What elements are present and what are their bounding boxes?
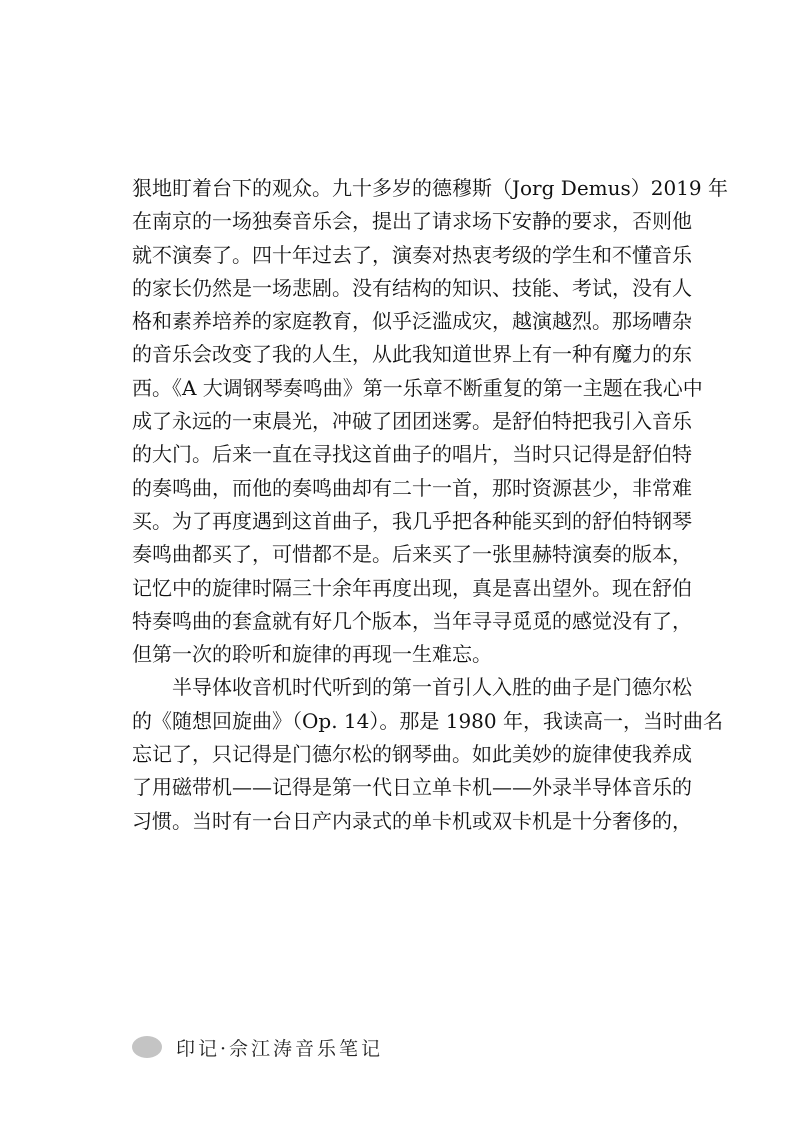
text-line: 半导体收音机时代听到的第一首引人入胜的曲子是门德尔松 xyxy=(172,675,692,700)
text-line: 的《随想回旋曲》（Op. 14）。那是 1980 年，我读高一，当时曲名 xyxy=(132,708,723,733)
text-line: 成了永远的一束晨光，冲破了团团迷雾。是舒伯特把我引入音乐 xyxy=(132,409,692,434)
running-title: 印记·佘江涛音乐笔记 xyxy=(176,1037,384,1060)
text-line: 的家长仍然是一场悲剧。没有结构的知识、技能、考试，没有人 xyxy=(132,275,692,300)
footer-ornament xyxy=(132,1036,162,1058)
text-line: 记忆中的旋律时隔三十余年再度出现，真是喜出望外。现在舒伯 xyxy=(132,575,692,600)
text-line: 的音乐会改变了我的人生，从此我知道世界上有一种有魔力的东 xyxy=(132,342,692,367)
text-line: 习惯。当时有一台日产内录式的单卡机或双卡机是十分奢侈的， xyxy=(132,808,692,833)
text-line: 的大门。后来一直在寻找这首曲子的唱片，当时只记得是舒伯特 xyxy=(132,442,692,467)
text-line: 买。为了再度遇到这首曲子，我几乎把各种能买到的舒伯特钢琴 xyxy=(132,508,692,533)
text-line: 格和素养培养的家庭教育，似乎泛滥成灾，越演越烈。那场嘈杂 xyxy=(132,309,692,334)
text-line: 了用磁带机——记得是第一代日立单卡机——外录半导体音乐的 xyxy=(132,775,692,800)
text-line: 就不演奏了。四十年过去了，演奏对热衷考级的学生和不懂音乐 xyxy=(132,242,692,267)
text-line: 西。《A 大调钢琴奏鸣曲》第一乐章不断重复的第一主题在我心中 xyxy=(132,375,703,400)
text-line: 特奏鸣曲的套盒就有好几个版本，当年寻寻觅觅的感觉没有了， xyxy=(132,608,692,633)
page-footer xyxy=(132,1030,383,1064)
body-text xyxy=(132,172,729,838)
text-line: 但第一次的聆听和旋律的再现一生难忘。 xyxy=(132,642,492,667)
text-line: 奏鸣曲都买了，可惜都不是。后来买了一张里赫特演奏的版本， xyxy=(132,542,692,567)
text-line: 狠地盯着台下的观众。九十多岁的德穆斯（Jorg Demus）2019 年 xyxy=(132,176,729,200)
text-line: 在南京的一场独奏音乐会，提出了请求场下安静的要求，否则他 xyxy=(132,209,692,234)
paragraph-1 xyxy=(132,172,729,671)
paragraph-2 xyxy=(132,671,723,837)
text-line: 忘记了，只记得是门德尔松的钢琴曲。如此美妙的旋律使我养成 xyxy=(132,742,692,767)
text-line: 的奏鸣曲，而他的奏鸣曲却有二十一首，那时资源甚少，非常难 xyxy=(132,475,692,500)
